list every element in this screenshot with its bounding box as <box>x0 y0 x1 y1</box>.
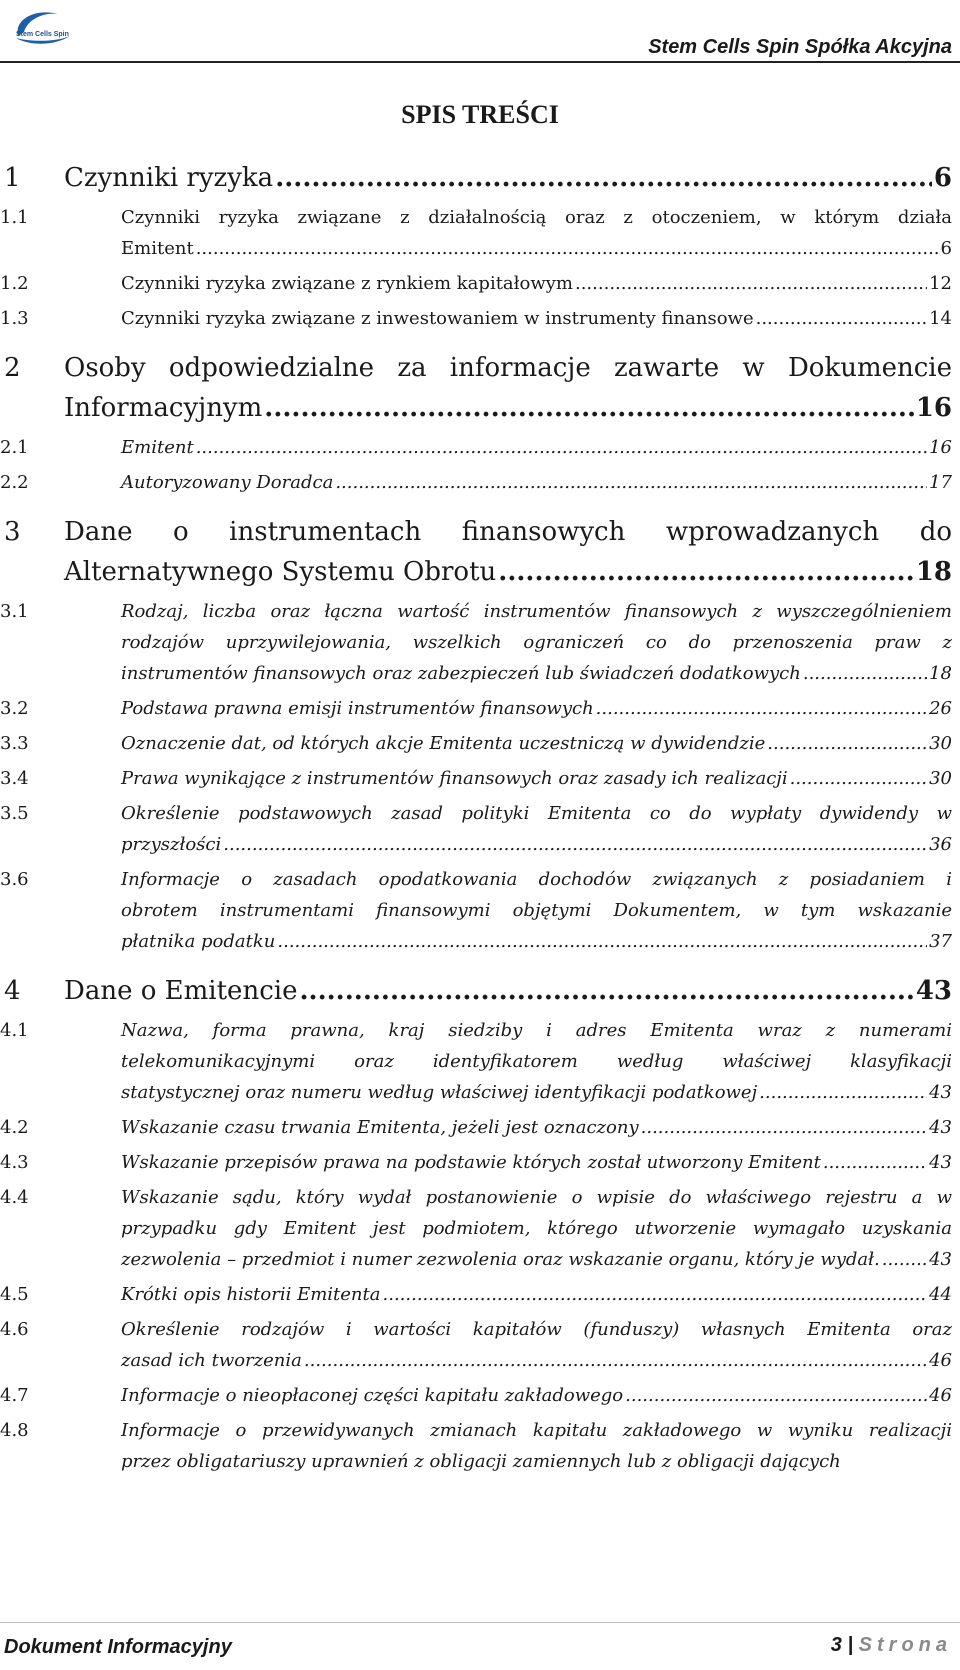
toc-entry-line: Autoryzowany Doradca <box>121 472 334 493</box>
toc-entry-number: 2 <box>4 353 21 383</box>
toc-entry-line: Krótki opis historii Emitenta <box>121 1284 381 1305</box>
toc-entry-text <box>121 596 952 689</box>
toc-entry-last-line <box>121 268 952 299</box>
toc-entry-last-line <box>121 1279 952 1310</box>
toc-section-entry[interactable] <box>4 512 952 592</box>
toc-leader-dots <box>498 552 914 592</box>
toc-entry-number: 4.3 <box>0 1152 29 1173</box>
toc-entry-text <box>121 693 952 724</box>
toc-page-number: 30 <box>929 733 952 754</box>
toc-leader-dots <box>299 971 913 1011</box>
svg-text:Stem Cells Spin: Stem Cells Spin <box>16 31 69 38</box>
toc-entry-text <box>121 1415 952 1477</box>
toc-entry-text <box>121 1112 952 1143</box>
toc-subsection-entry[interactable] <box>0 596 952 689</box>
toc-entry-number: 3.5 <box>0 803 29 824</box>
toc-section-entry[interactable] <box>4 971 952 1011</box>
toc-entry-text <box>121 432 952 463</box>
toc-entry-last-line <box>121 233 952 264</box>
toc-subsection-entry[interactable] <box>0 1147 952 1178</box>
section-gap <box>0 498 960 512</box>
toc-entry-line: Oznaczenie dat, od których akcje Emitenta uczestniczą w dywidendzie <box>121 733 766 754</box>
toc-leader-dots <box>823 1147 927 1178</box>
toc-subsection-entry[interactable] <box>0 268 952 299</box>
toc-entry-number: 4.8 <box>0 1420 29 1441</box>
table-of-contents <box>0 158 960 1477</box>
toc-subsection-entry[interactable] <box>0 864 952 957</box>
toc-entry-last-line <box>64 158 952 198</box>
toc-entry-line: statystycznej oraz numeru według właściwej identyfikacji podatkowej <box>121 1082 758 1103</box>
stem-cells-spin-logo <box>10 6 76 52</box>
toc-entry-line: Informacyjnym <box>64 393 263 423</box>
toc-entry-last-line <box>121 467 952 498</box>
toc-entry-text <box>121 728 952 759</box>
toc-subsection-entry[interactable] <box>0 303 952 334</box>
toc-entry-text <box>121 303 952 334</box>
section-gap <box>0 957 960 971</box>
toc-subsection-entry[interactable] <box>0 432 952 463</box>
toc-subsection-entry[interactable] <box>0 1314 952 1376</box>
toc-entry-line: Informacje o zasadach opodatkowania dochodów związanych z posiadaniem i <box>121 869 952 890</box>
toc-page-number: 43 <box>929 1152 952 1173</box>
toc-subsection-entry[interactable] <box>0 728 952 759</box>
toc-entry-text <box>121 798 952 860</box>
toc-entry-line: Określenie podstawowych zasad polityki Emitenta co do wypłaty dywidendy w <box>121 803 952 824</box>
toc-page-number: 37 <box>929 931 952 952</box>
toc-page-number: 43 <box>915 976 952 1006</box>
toc-entry-line: zezwolenia – przedmiot i numer zezwolenia oraz wskazanie organu, który je wydał. <box>121 1249 880 1270</box>
toc-entry-last-line <box>121 763 952 794</box>
toc-entry-line: Nazwa, forma prawna, kraj siedziby i adres Emitenta wraz z numerami <box>121 1020 952 1041</box>
toc-entry-line: Prawa wynikające z instrumentów finansowych oraz zasady ich realizacji <box>121 768 788 789</box>
toc-entry-text <box>121 202 952 264</box>
toc-entry-line: Wskazanie sądu, który wydał postanowienie o wpisie do właściwego rejestru a w <box>121 1187 952 1208</box>
toc-leader-dots <box>641 1112 927 1143</box>
footer-rule <box>0 1622 960 1623</box>
toc-leader-dots <box>304 1345 927 1376</box>
page-separator: | <box>847 1634 854 1656</box>
footer-page-number <box>831 1634 952 1657</box>
toc-entry-text <box>121 1314 952 1376</box>
toc-entry-line: Wskazanie przepisów prawa na podstawie których został utworzony Emitent <box>121 1152 821 1173</box>
toc-entry-line: Informacje o przewidywanych zmianach kapitału zakładowego w wyniku realizacji <box>121 1420 952 1441</box>
toc-entry-line: instrumentów finansowych oraz zabezpieczeń lub świadczeń dodatkowych <box>121 663 801 684</box>
toc-entry-text <box>121 1279 952 1310</box>
toc-entry-text <box>64 512 952 592</box>
toc-leader-dots <box>196 432 927 463</box>
toc-page-number: 14 <box>929 308 952 329</box>
section-gap <box>0 334 960 348</box>
toc-page-number: 44 <box>929 1284 952 1305</box>
toc-entry-last-line <box>121 1345 952 1376</box>
toc-entry-number: 1.2 <box>0 273 29 294</box>
toc-entry-line: płatnika podatku <box>121 931 276 952</box>
toc-subsection-entry[interactable] <box>0 798 952 860</box>
toc-subsection-entry[interactable] <box>0 1015 952 1108</box>
company-name: Stem Cells Spin Spółka Akcyjna <box>648 36 952 58</box>
toc-subsection-entry[interactable] <box>0 1279 952 1310</box>
toc-page-number: 6 <box>933 163 952 193</box>
toc-entry-number: 4.1 <box>0 1020 29 1041</box>
toc-page-number: 43 <box>929 1082 952 1103</box>
toc-entry-number: 4.5 <box>0 1284 29 1305</box>
toc-entry-text <box>121 864 952 957</box>
toc-entry-last-line <box>121 1446 952 1477</box>
toc-leader-dots <box>803 658 927 689</box>
toc-entry-line: Podstawa prawna emisji instrumentów finansowych <box>121 698 594 719</box>
toc-entry-last-line <box>121 1147 952 1178</box>
toc-entry-last-line <box>121 926 952 957</box>
toc-entry-number: 1.1 <box>0 207 29 228</box>
toc-entry-last-line <box>64 388 952 428</box>
toc-entry-text <box>121 268 952 299</box>
toc-page-number: 26 <box>929 698 952 719</box>
toc-entry-line: rodzajów uprzywilejowania, wszelkich ograniczeń co do przenoszenia praw z <box>121 632 952 653</box>
toc-entry-number: 4.6 <box>0 1319 29 1340</box>
toc-entry-number: 1 <box>4 163 21 193</box>
toc-subsection-entry[interactable] <box>0 1112 952 1143</box>
toc-entry-last-line <box>121 1380 952 1411</box>
toc-entry-line: przez obligatariuszy uprawnień z obligacji zamiennych lub z obligacji dających <box>121 1451 841 1472</box>
toc-leader-dots <box>882 1244 927 1275</box>
toc-entry-text <box>121 1182 952 1275</box>
toc-page-number: 12 <box>929 273 952 294</box>
toc-page-number: 46 <box>929 1350 952 1371</box>
toc-section-entry[interactable] <box>4 158 952 198</box>
toc-entry-number: 3.2 <box>0 698 29 719</box>
toc-leader-dots <box>196 233 939 264</box>
toc-subsection-entry[interactable] <box>0 1415 952 1477</box>
toc-leader-dots <box>335 467 927 498</box>
toc-page-number: 16 <box>915 393 952 423</box>
toc-entry-line: Czynniki ryzyka związane z działalnością oraz z otoczeniem, w którym działa <box>121 207 952 228</box>
toc-entry-last-line <box>121 1244 952 1275</box>
toc-entry-line: Alternatywnego Systemu Obrotu <box>64 557 497 587</box>
toc-leader-dots <box>223 829 927 860</box>
toc-leader-dots <box>277 926 927 957</box>
toc-entry-line: Czynniki ryzyka <box>64 163 274 193</box>
toc-entry-last-line <box>121 432 952 463</box>
toc-entry-text <box>121 1015 952 1108</box>
toc-subsection-entry[interactable] <box>0 467 952 498</box>
toc-page-number: 17 <box>929 472 952 493</box>
toc-entry-line: Czynniki ryzyka związane z inwestowaniem w instrumenty finansowe <box>121 308 754 329</box>
toc-leader-dots <box>759 1077 927 1108</box>
toc-page-number: 18 <box>915 557 952 587</box>
toc-entry-text <box>64 348 952 428</box>
toc-entry-last-line <box>121 1077 952 1108</box>
toc-entry-number: 1.3 <box>0 308 29 329</box>
toc-entry-number: 3.1 <box>0 601 29 622</box>
toc-entry-line: Wskazanie czasu trwania Emitenta, jeżeli jest oznaczony <box>121 1117 639 1138</box>
toc-entry-number: 4.2 <box>0 1117 29 1138</box>
toc-subsection-entry[interactable] <box>0 1380 952 1411</box>
toc-page-number: 18 <box>929 663 952 684</box>
toc-entry-last-line <box>121 658 952 689</box>
toc-page-number: 43 <box>929 1249 952 1270</box>
toc-entry-text <box>121 467 952 498</box>
toc-entry-number: 4 <box>4 976 21 1006</box>
toc-page-number: 30 <box>929 768 952 789</box>
toc-entry-line: przypadku gdy Emitent jest podmiotem, którego utworzenie wymagało uzyskania <box>121 1218 952 1239</box>
toc-entry-last-line <box>121 829 952 860</box>
toc-entry-last-line <box>121 728 952 759</box>
toc-entry-number: 3 <box>4 517 21 547</box>
toc-entry-last-line <box>64 552 952 592</box>
toc-entry-text <box>64 971 952 1011</box>
toc-entry-number: 3.4 <box>0 768 29 789</box>
toc-entry-line: Dane o Emitencie <box>64 976 298 1006</box>
page-number: 3 <box>830 1634 842 1656</box>
toc-page-number: 46 <box>929 1385 952 1406</box>
toc-entry-number: 2.1 <box>0 437 29 458</box>
toc-entry-last-line <box>121 1112 952 1143</box>
toc-entry-number: 4.7 <box>0 1385 29 1406</box>
toc-entry-line: Emitent <box>121 437 194 458</box>
toc-entry-last-line <box>64 971 952 1011</box>
toc-leader-dots <box>383 1279 928 1310</box>
toc-page-number: 16 <box>929 437 952 458</box>
toc-leader-dots <box>756 303 928 334</box>
toc-title: SPIS TREŚCI <box>401 100 559 129</box>
toc-entry-line: zasad ich tworzenia <box>121 1350 302 1371</box>
toc-subsection-entry[interactable] <box>0 202 952 264</box>
toc-entry-line: Określenie rodzajów i wartości kapitałów (funduszy) własnych Emitenta oraz <box>121 1319 952 1340</box>
toc-leader-dots <box>625 1380 927 1411</box>
toc-entry-number: 2.2 <box>0 472 29 493</box>
toc-entry-line: Informacje o nieopłaconej części kapitału zakładowego <box>121 1385 624 1406</box>
toc-entry-line: Dane o instrumentach finansowych wprowadzanych do <box>64 517 952 547</box>
toc-entry-line: Emitent <box>121 238 194 259</box>
toc-entry-line: Rodzaj, liczba oraz łączna wartość instrumentów finansowych z wyszczególnieniem <box>121 601 952 622</box>
toc-entry-text <box>121 1380 952 1411</box>
toc-entry-line: Czynniki ryzyka związane z rynkiem kapitałowym <box>121 273 573 294</box>
toc-entry-line: telekomunikacyjnymi oraz identyfikatorem według właściwej klasyfikacji <box>121 1051 952 1072</box>
toc-section-entry[interactable] <box>4 348 952 428</box>
toc-entry-number: 3.3 <box>0 733 29 754</box>
toc-page-number: 6 <box>940 238 952 259</box>
toc-leader-dots <box>275 158 932 198</box>
toc-leader-dots <box>790 763 927 794</box>
toc-leader-dots <box>575 268 927 299</box>
toc-leader-dots <box>264 388 914 428</box>
toc-leader-dots <box>767 728 927 759</box>
toc-entry-line: przyszłości <box>121 834 222 855</box>
toc-entry-line: Osoby odpowiedzialne za informacje zawarte w Dokumencie <box>64 353 952 383</box>
toc-entry-text <box>121 1147 952 1178</box>
toc-entry-text <box>64 158 952 198</box>
toc-subsection-entry[interactable] <box>0 1182 952 1275</box>
toc-entry-last-line <box>121 303 952 334</box>
toc-page-number: 43 <box>929 1117 952 1138</box>
toc-leader-dots <box>596 693 927 724</box>
footer-document-name: Dokument Informacyjny <box>4 1636 232 1658</box>
page-header <box>0 0 960 64</box>
toc-subsection-entry[interactable] <box>0 693 952 724</box>
toc-page-number: 36 <box>929 834 952 855</box>
toc-entry-line: obrotem instrumentami finansowymi objętymi Dokumentem, w tym wskazanie <box>121 900 952 921</box>
toc-entry-number: 3.6 <box>0 869 29 890</box>
toc-entry-last-line <box>121 693 952 724</box>
toc-entry-number: 4.4 <box>0 1187 29 1208</box>
header-rule <box>0 61 960 63</box>
toc-subsection-entry[interactable] <box>0 763 952 794</box>
strona-label: Strona <box>858 1634 952 1656</box>
toc-entry-text <box>121 763 952 794</box>
